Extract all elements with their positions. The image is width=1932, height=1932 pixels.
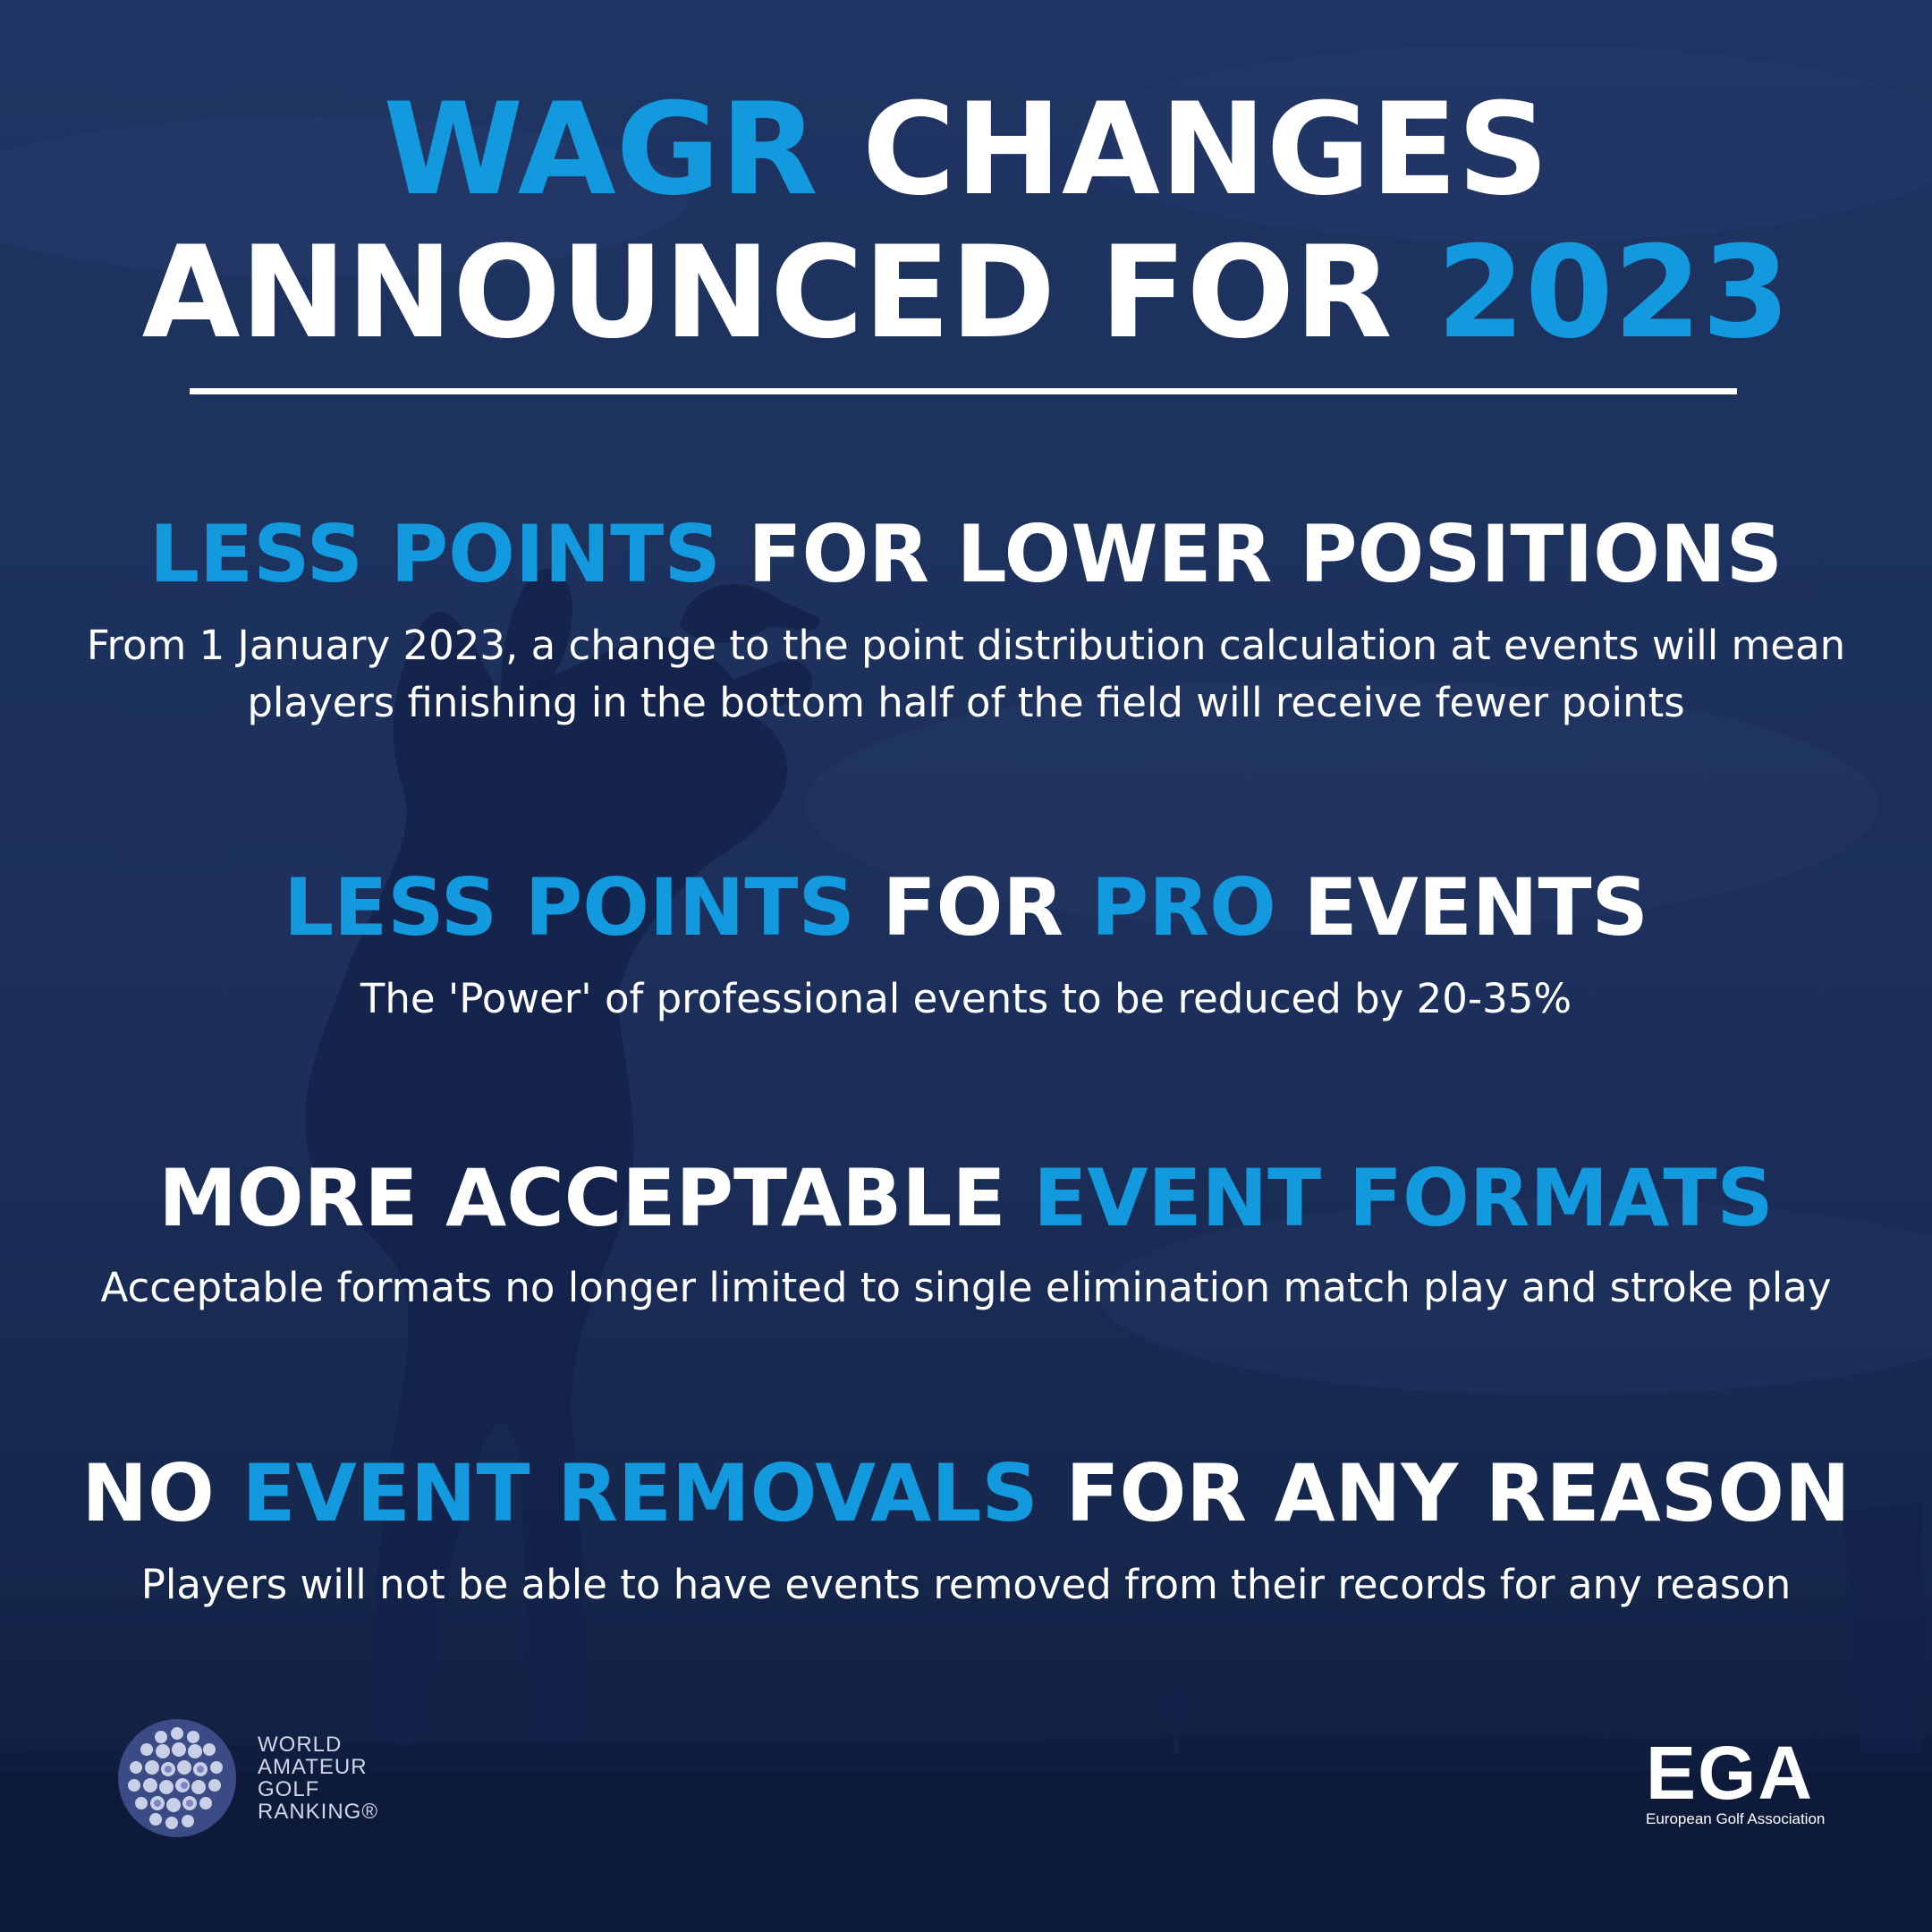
wagr-logo: [116, 1717, 420, 1843]
section-heading: [0, 1154, 1932, 1243]
section-pro-events: [0, 863, 1932, 1028]
section-body: Acceptable formats no longer limited to single elimination match play and stroke play: [100, 1264, 1832, 1311]
heading-rest: MORE ACCEPTABLE: [158, 1152, 1006, 1244]
wagr-wordmark: [258, 1733, 378, 1823]
section-event-removals: [0, 1449, 1932, 1614]
golf-ball-icon: [116, 1717, 238, 1839]
ega-mark: EGA: [1646, 1731, 1815, 1815]
title-announced-for: ANNOUNCED FOR: [141, 219, 1393, 367]
heading-accent: EVENT REMOVALS: [242, 1447, 1038, 1539]
title-accent-wagr: WAGR: [383, 76, 818, 224]
section-lower-positions: [0, 510, 1932, 732]
ega-logo: [1646, 1731, 1834, 1834]
heading-accent: EVENT FORMATS: [1033, 1152, 1774, 1244]
section-body: The 'Power' of professional events to be reduced by 20-35%: [360, 975, 1572, 1022]
section-heading: [0, 863, 1932, 953]
heading-accent: LESS POINTS: [284, 861, 855, 953]
section-body: Players will not be able to have events removed from their records for any reason: [140, 1561, 1792, 1608]
title-accent-year: 2023: [1436, 219, 1791, 367]
title-line-2: [0, 219, 1932, 367]
heading-rest: FOR ANY REASON: [1065, 1447, 1851, 1539]
heading-rest: FOR: [882, 861, 1064, 953]
wagr-line-ranking: RANKING®: [258, 1800, 379, 1824]
title-line-1: [0, 76, 1932, 224]
heading-accent: LESS POINTS: [148, 508, 721, 600]
title-divider: [190, 388, 1737, 394]
page-title: [0, 76, 1932, 367]
title-changes: CHANGES: [861, 76, 1549, 224]
section-event-formats: [0, 1154, 1932, 1317]
wagr-line-amateur: AMATEUR: [258, 1755, 368, 1779]
wagr-line-world: WORLD: [258, 1733, 343, 1757]
ega-name: European Golf Association: [1646, 1810, 1826, 1827]
heading-accent-pro: PRO: [1090, 861, 1276, 953]
heading-rest: FOR LOWER POSITIONS: [748, 508, 1784, 600]
section-heading: [0, 510, 1932, 599]
heading-rest-events: EVENTS: [1303, 861, 1648, 953]
wagr-line-golf: GOLF: [258, 1777, 320, 1801]
section-heading: [0, 1449, 1932, 1538]
section-body: From 1 January 2023, a change to the point distribution calculation at events will mean players finishing in the bottom half of the field will receive fewer points: [86, 622, 1846, 726]
heading-no: NO: [81, 1447, 215, 1539]
